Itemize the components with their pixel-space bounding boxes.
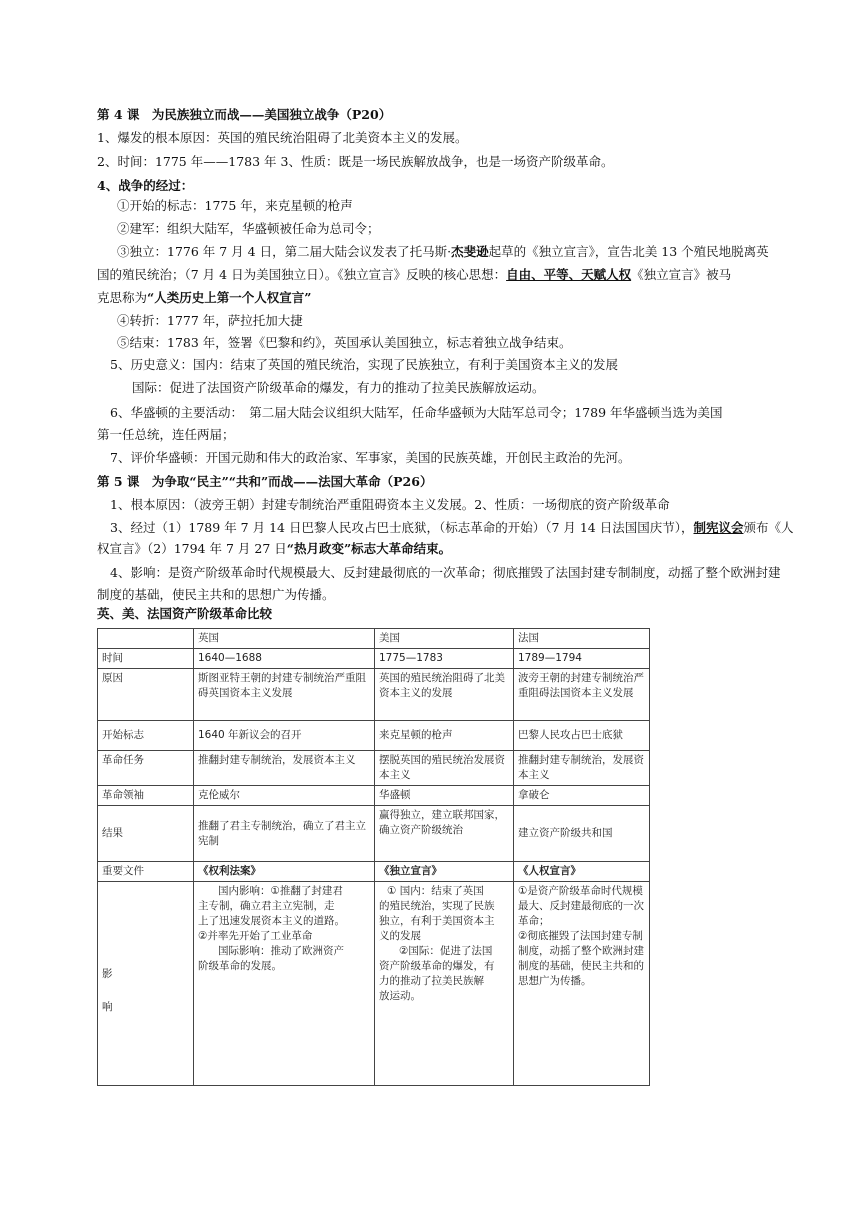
cell-france: 拿破仑 (514, 786, 650, 806)
lesson4-point-5-intl: 国际：促进了法国资产阶级革命的爆发，有力的推动了拉美民族解放运动。 (132, 380, 545, 395)
impact-line: 革命； (518, 915, 550, 927)
impact-line: 最大、反封建最彻底的一次 (518, 900, 644, 912)
cell-usa: 来克星顿的枪声 (375, 721, 514, 751)
impact-row (98, 882, 650, 1086)
text-span: ③独立：1776 年 7 月 4 日，第二届大陆会议发表了托马斯· (117, 244, 452, 259)
header-cell: 英国 (194, 629, 375, 649)
lesson4-point-1: 1、爆发的根本原因：英国的殖民统治阻碍了北美资本主义的发展。 (97, 130, 468, 145)
lesson5-point-1: 1、根本原因：（波旁王朝）封建专制统治严重阻碍资本主义发展。2、性质：一场彻底的资产阶级革命 (110, 497, 670, 512)
table-row (98, 786, 650, 806)
thermidor: “热月政变”标志大革命结束。 (286, 541, 452, 556)
constituent-assembly: 制宪议会 (693, 520, 744, 535)
cell-usa: 赢得独立，建立联邦国家，确立资产阶级统治 (375, 806, 514, 862)
impact-usa (375, 882, 514, 1086)
text-span: 克思称为 (97, 290, 148, 305)
impact-line: ①是资产阶级革命时代规模 (518, 885, 643, 897)
header-cell: 美国 (375, 629, 514, 649)
table-row (98, 862, 650, 882)
impact-line: 思想广为传播。 (518, 975, 592, 987)
row-label: 结果 (98, 806, 194, 862)
impact-label-1: 影 (102, 967, 113, 980)
impact-line: 国内影响：①推翻了封建君 (218, 885, 343, 897)
impact-line: 制度的基础，使民主共和的 (518, 960, 644, 972)
table-row (98, 806, 650, 862)
cell-england: 克伦威尔 (194, 786, 375, 806)
cell-usa: 《独立宣言》 (375, 862, 514, 882)
cell-usa: 英国的殖民统治阻碍了北美资本主义的发展 (375, 669, 514, 721)
impact-line: ②并率先开始了工业革命 (198, 930, 313, 942)
lesson4-sub-4: ④转折：1777 年，萨拉托加大捷 (117, 313, 303, 328)
cell-england: 推翻封建专制统治，发展资本主义 (194, 751, 375, 786)
impact-label (98, 882, 194, 1086)
impact-line: ②国际：促进了法国 (399, 945, 493, 957)
table-row (98, 649, 650, 669)
core-ideas: 自由、平等、天赋人权 (506, 267, 632, 282)
lesson4-sub-2: ②建军：组织大陆军，华盛顿被任命为总司令； (117, 221, 380, 236)
table-row (98, 669, 650, 721)
lesson5-point-3-cont (97, 541, 451, 557)
cell-france: 建立资产阶级共和国 (514, 806, 650, 862)
marx-quote: “人类历史上第一个人权宣言” (147, 290, 312, 305)
lesson4-point-7: 7、评价华盛顿：开国元勋和伟大的政治家、军事家，美国的民族英雄，开创民主政治的先河。 (110, 450, 631, 465)
row-label: 革命任务 (98, 751, 194, 786)
lesson5-point-4-cont: 制度的基础，使民主共和的思想广为传播。 (97, 587, 335, 602)
row-label: 革命领袖 (98, 786, 194, 806)
cell-england: 《权利法案》 (194, 862, 375, 882)
lesson4-sub-1: ①开始的标志：1775 年，来克星顿的枪声 (117, 198, 353, 213)
cell-england: 推翻了君主专制统治，确立了君主立宪制 (194, 806, 375, 862)
cell-usa: 摆脱英国的殖民统治发展资本主义 (375, 751, 514, 786)
table-row (98, 721, 650, 751)
cell-france: 1789—1794 (514, 649, 650, 669)
table-row (98, 751, 650, 786)
row-label: 原因 (98, 669, 194, 721)
impact-line: 阶级革命的发展。 (198, 960, 282, 972)
text-span: 权宣言》（2）1794 年 7 月 27 日 (97, 541, 287, 556)
impact-label-2: 响 (102, 1000, 113, 1013)
row-label: 时间 (98, 649, 194, 669)
impact-line: ① 国内：结束了英国 (387, 885, 484, 897)
cell-france: 巴黎人民攻占巴士底狱 (514, 721, 650, 751)
impact-france (514, 882, 650, 1086)
lesson4-sub-5: ⑤结束：1783 年，签署《巴黎和约》，英国承认美国独立，标志着独立战争结束。 (117, 335, 572, 350)
table-header-row (98, 629, 650, 649)
impact-line: ②彻底摧毁了法国封建专制 (518, 930, 643, 942)
impact-line: 资产阶级革命的爆发，有 (379, 960, 495, 972)
cell-england: 斯图亚特王朝的封建专制统治严重阻碍英国资本主义发展 (194, 669, 375, 721)
lesson4-point-5: 5、历史意义：国内：结束了英国的殖民统治，实现了民族独立，有利于美国资本主义的发展 (110, 357, 618, 372)
text-span: 起草的《独立宣言》，宣告北美 13 个殖民地脱离英 (488, 244, 769, 259)
text-span: 国的殖民统治；（7 月 4 日为美国独立日）。《独立宣言》反映的核心思想： (97, 267, 507, 282)
impact-line: 上了迅速发展资本主义的道路。 (198, 915, 345, 927)
impact-england (194, 882, 375, 1086)
lesson4-point-3: 4、战争的经过： (97, 178, 194, 193)
row-label: 开始标志 (98, 721, 194, 751)
lesson4-title: 第 4 课 为民族独立而战——美国独立战争（P20） (97, 107, 392, 122)
impact-line: 力的推动了拉美民族解 (379, 975, 484, 987)
impact-line: 主专制，确立君主立宪制，走 (198, 900, 335, 912)
lesson4-sub-3-cont (97, 267, 731, 283)
cell-usa: 1775—1783 (375, 649, 514, 669)
cell-usa: 华盛顿 (375, 786, 514, 806)
cell-france: 《人权宣言》 (514, 862, 650, 882)
header-cell (98, 629, 194, 649)
cell-france: 波旁王朝的封建专制统治严重阻碍法国资本主义发展 (514, 669, 650, 721)
header-cell: 法国 (514, 629, 650, 649)
jefferson-name: 杰斐逊 (451, 244, 489, 259)
text-span: 《独立宣言》被马 (631, 267, 732, 282)
lesson4-point-6: 6、华盛顿的主要活动： 第二届大陆会议组织大陆军，任命华盛顿为大陆军总司令；1789 年华盛顿当选为美国 (110, 405, 723, 420)
impact-line: 义的发展 (379, 930, 421, 942)
comparison-title: 英、美、法国资产阶级革命比较 (97, 606, 273, 621)
text-span: 3、经过（1）1789 年 7 月 14 日巴黎人民攻占巴士底狱，（标志革命的开始）（7 月 14 日法国国庆节）， (110, 520, 694, 535)
cell-france: 推翻封建专制统治，发展资本主义 (514, 751, 650, 786)
cell-england: 1640 年新议会的召开 (194, 721, 375, 751)
impact-line: 独立，有利于美国资本主 (379, 915, 495, 927)
impact-line: 的殖民统治，实现了民族 (379, 900, 495, 912)
text-span: 颁布《人 (743, 520, 794, 535)
lesson5-title: 第 5 课 为争取“民主”“共和”而战——法国大革命（P26） (97, 474, 433, 489)
lesson5-point-3 (110, 520, 794, 536)
lesson4-sub-3-cont2 (97, 290, 311, 306)
lesson4-point-2: 2、时间：1775 年——1783 年 3、性质：既是一场民族解放战争，也是一场资产阶级革命。 (97, 154, 614, 169)
comparison-table (97, 628, 650, 1086)
lesson4-sub-3 (117, 244, 769, 260)
impact-line: 制度，动摇了整个欧洲封建 (518, 945, 644, 957)
row-label: 重要文件 (98, 862, 194, 882)
impact-line: 国际影响：推动了欧洲资产 (218, 945, 344, 957)
impact-line: 放运动。 (379, 990, 421, 1002)
lesson4-point-6-cont: 第一任总统，连任两届； (97, 427, 235, 442)
lesson5-point-4: 4、影响：是资产阶级革命时代规模最大、反封建最彻底的一次革命；彻底摧毁了法国封建专制制度，动摇了整个欧洲封建 (110, 565, 781, 580)
cell-england: 1640—1688 (194, 649, 375, 669)
